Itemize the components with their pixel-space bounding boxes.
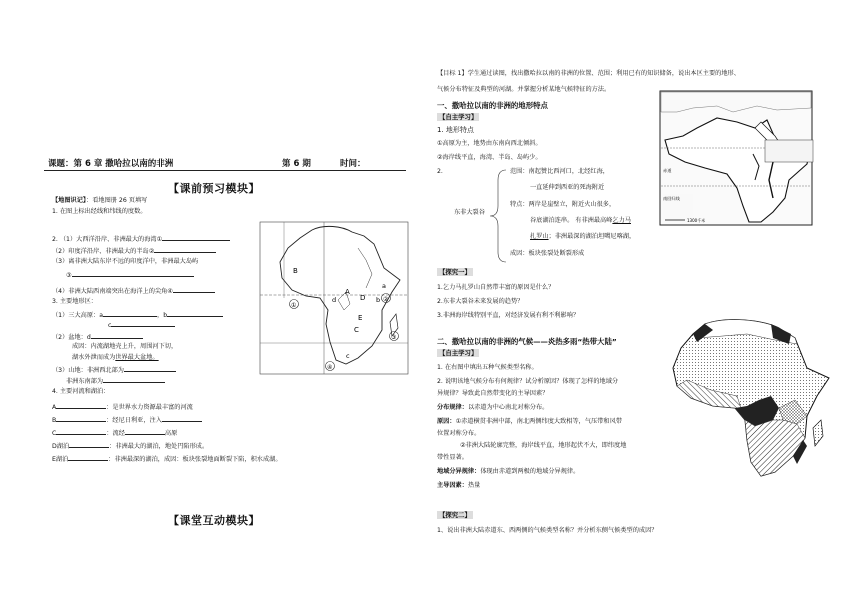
reason-line-4: 带性显著。 (437, 454, 468, 461)
map-marker-4: ④ (327, 364, 333, 371)
blank[interactable] (103, 310, 157, 317)
rule-text: 以赤道为中心南北对称分布。 (467, 404, 549, 411)
item-3-2-text: （2）盆地：d (52, 334, 91, 341)
map-letter-d-upper: D (360, 294, 366, 302)
river-a: A (52, 404, 57, 411)
climate-q2: 2. 说明该地气候分布有何规律？试分析原因？体现了怎样的地域分 (437, 378, 619, 385)
item-3-2b (72, 354, 159, 363)
map-marker-1: ① (291, 302, 297, 309)
map-equator-label: 赤道 (663, 168, 672, 173)
river-b: B (52, 417, 57, 424)
rift-feature: 特点：两岸是崖壁立，附近火山很多， (510, 201, 616, 208)
self-study-label-1: 【自主学习】 (439, 113, 478, 121)
explore-1-q3: 3.非洲海岸线特别平直，对经济发展有利不利影响？ (437, 312, 580, 319)
item-3-1c-text: c (108, 322, 112, 329)
map-scale-label: 1300千米 (687, 218, 706, 223)
lake-e: E湖泊 (52, 456, 69, 463)
reason-line (437, 418, 622, 427)
goal-label: 【目标 1】 (437, 70, 468, 77)
item-4: 4. 主要河流和湖泊： (52, 388, 110, 395)
blank[interactable] (167, 310, 223, 317)
explore-1-q1: 1.乞力马扎罗山自然带丰富的原因是什么？ (437, 284, 555, 291)
terrain-num: 2. (437, 168, 443, 175)
item-2-2-text: （2）印度洋沿岸、非洲最大的半岛② (52, 248, 155, 255)
item-4d (52, 441, 208, 452)
blank[interactable] (56, 415, 106, 422)
main-factor-text: 热量 (467, 482, 481, 489)
map-task-line (52, 197, 147, 206)
zone-line (437, 468, 579, 477)
map-letter-b: B (293, 267, 298, 275)
blank[interactable] (69, 441, 109, 448)
map-marker-2: ② (383, 296, 389, 303)
lake-e-desc: ：非洲最深的湖泊，成因：板块张裂地面断裂下陷，积水成湖。 (108, 456, 282, 463)
blank[interactable] (56, 402, 106, 409)
item-3-3b-text: 非洲东南部为 (66, 378, 104, 385)
item-3-2b-text: 湖水外泄而成为 (72, 354, 116, 361)
explore-2-tag (437, 511, 473, 521)
item-3-1c (108, 320, 175, 331)
lesson-topic: 课题：第 6 章 撒哈拉以南的非洲 (48, 159, 174, 169)
lesson-time: 时间： (340, 159, 366, 169)
east-africa-map (657, 88, 815, 228)
header-rule (44, 170, 406, 171)
zone-text: 体现由赤道到两极的地域分异规律。 (480, 468, 580, 475)
item-3: 3. 主要地形区： (52, 298, 97, 305)
item-3-2 (52, 332, 143, 343)
explore-1-label: 【探究一】 (439, 268, 471, 276)
map-letter-b-lower: b (376, 296, 381, 304)
item-2-3: （3）离非洲大陆东岸不远的印度洋中，非洲最大岛屿 (52, 258, 199, 265)
self-study-label-2: 【自主学习】 (439, 349, 478, 357)
item-3-3b (66, 376, 165, 387)
item-1: 1. 在图上标出经线和纬线的度数。 (52, 208, 147, 215)
item-2-1 (52, 234, 230, 245)
self-study-tag-1 (437, 113, 479, 123)
river-c: C (52, 430, 57, 437)
blank[interactable] (124, 365, 176, 372)
rift-peak-2: 扎罗山 (530, 233, 549, 240)
item-4e (52, 454, 282, 465)
africa-climate-map (667, 316, 831, 480)
item-2-4-text: （4）非洲大陆西南端突出在海洋上的尖角④ (52, 288, 173, 295)
explore-1-tag (437, 268, 473, 278)
river-b-desc: ：经尼日利亚，注入 (106, 417, 162, 424)
explore-2-q1: 1、说出非洲大陆赤道东、西两侧的气候类型名称？并分析东侧气候类型的成因？ (437, 527, 658, 534)
map-task-hint: ：看地图册 26 页填写 (86, 197, 148, 204)
rule-line (437, 404, 548, 413)
terrain-title: 1. 地形特点 (437, 126, 474, 134)
main-factor-label: 主导因素： (437, 482, 468, 489)
rift-range-2: 一直延伸到西亚的死海附近 (530, 184, 605, 191)
item-3-3 (52, 365, 176, 376)
blank[interactable] (162, 415, 202, 422)
item-3-1-text: （1）三大高原：a (52, 312, 104, 319)
item-3-3-text: （3）山地：非洲西北部为 (52, 367, 124, 374)
self-study-tag-2 (437, 349, 479, 359)
blank[interactable] (56, 428, 106, 435)
river-c-desc: ：流经 (106, 430, 125, 437)
rift-feature-3-text: ；非洲最深的湖泊坦噶尼喀湖， (548, 233, 636, 240)
map-letter-a-upper: A (345, 288, 350, 296)
terrain-2: ②海岸线平直，海湾、半岛、岛屿少。 (437, 154, 542, 161)
item-4b (52, 415, 202, 426)
item-3-1-b: ，b (157, 312, 168, 319)
africa-terrain-map (254, 218, 414, 378)
terrain-1: ①高原为主，地势由东南向西北倾斜。 (437, 140, 542, 147)
rift-feature-2-text: 谷底湖泊连串。 有非洲最高峰 (530, 217, 613, 224)
map-letter-a: a (382, 282, 386, 290)
climate-q1: 1. 在右图中填出五种气候类型名称。 (437, 364, 538, 371)
blank[interactable] (103, 376, 165, 383)
item-3-2a: 成因：内流湖地壳上升，周围河下切， (72, 343, 178, 350)
module-interact-title: 【课堂互动模块】 (168, 514, 260, 527)
explore-1-q2: 2.东非大裂谷未来发展的趋势？ (437, 298, 524, 305)
blank[interactable] (162, 234, 230, 241)
goal-text-1: 学生通过读图，找出撒哈拉以南的非洲的位置、范围；利用已有的知识储备，说出本区主要的地形、 (467, 70, 740, 77)
blank[interactable] (72, 270, 194, 277)
map-letter-e-upper: E (358, 314, 363, 322)
river-c-end: 高原 (164, 430, 178, 437)
rift-peak: 乞力马 (612, 217, 631, 224)
rule-label: 分布规律： (437, 404, 468, 411)
largest-basin: 世界最大盆地。 (115, 354, 159, 361)
rift-cause: 成因：板块张裂处断裂形成 (510, 250, 585, 257)
rift-feature-3 (530, 233, 635, 242)
reason-label: 原因： (437, 418, 456, 425)
zone-label: 地域分异规律： (437, 468, 481, 475)
lesson-period: 第 6 期 (282, 159, 311, 169)
item-3-1 (52, 310, 223, 321)
item-4a (52, 402, 193, 413)
goal-line-2: 气候分布特征及典型的河湖。并掌握分析某地气候特征的方法。 (437, 86, 611, 93)
reason-text: ①赤道横贯非洲中部，南北两侧纬度大致相等，气压带和风带 (455, 418, 622, 425)
item-2-2 (52, 246, 216, 257)
blank[interactable] (91, 332, 143, 339)
map-letter-d: d (332, 296, 337, 304)
reason-line-2: 位置对称分布。 (437, 430, 481, 437)
rift-feature-2 (530, 217, 631, 226)
goal-line-1 (437, 70, 740, 79)
blank[interactable] (154, 246, 216, 253)
lake-d: D湖泊 (52, 443, 70, 450)
blank[interactable] (173, 286, 215, 293)
map-letter-c: c (346, 352, 350, 360)
map-task-label: 【地图识记】 (52, 197, 87, 204)
blank[interactable] (111, 320, 175, 327)
item-2-3b (66, 270, 194, 281)
module-preview-title: 【课前预习模块】 (168, 182, 260, 195)
main-factor-line (437, 482, 480, 491)
item-2-4 (52, 286, 215, 297)
blank[interactable] (125, 428, 165, 435)
reason-line-3: ②非洲大陆轮廓完整，海岸线平直，地形起伏不大，即纬度地 (460, 442, 627, 449)
map-tropic-label: 南回归线 (663, 196, 680, 201)
explore-2-label: 【探究二】 (439, 511, 471, 519)
climate-q2b: 异规律？导致此自然带变化的主导因素？ (437, 390, 549, 397)
map-marker-3: ③ (391, 334, 397, 341)
rift-range: 范围：南起赞比西河口，北经红海， (510, 168, 609, 175)
item-2-3b-text: ③ (66, 272, 72, 279)
lake-d-desc: ：非洲最大的湖泊，地处円陷形成。 (109, 443, 209, 450)
item-4c (52, 428, 177, 439)
item-2-1-text: 2. （1）大西洋沿岸、非洲最大的海湾① (52, 236, 163, 243)
blank[interactable] (68, 454, 108, 461)
rift-label: 东非大裂谷 (454, 209, 485, 216)
section-2-title: 二、撒哈拉以南的非洲的气候——炎热多雨“热带大陆” (437, 337, 617, 346)
section-1-title: 一、撒哈拉以南的非洲的地形特点 (437, 101, 548, 110)
river-a-desc: ：是世界水力资源最丰富的河流 (106, 404, 193, 411)
map-letter-c-upper: C (354, 326, 359, 334)
